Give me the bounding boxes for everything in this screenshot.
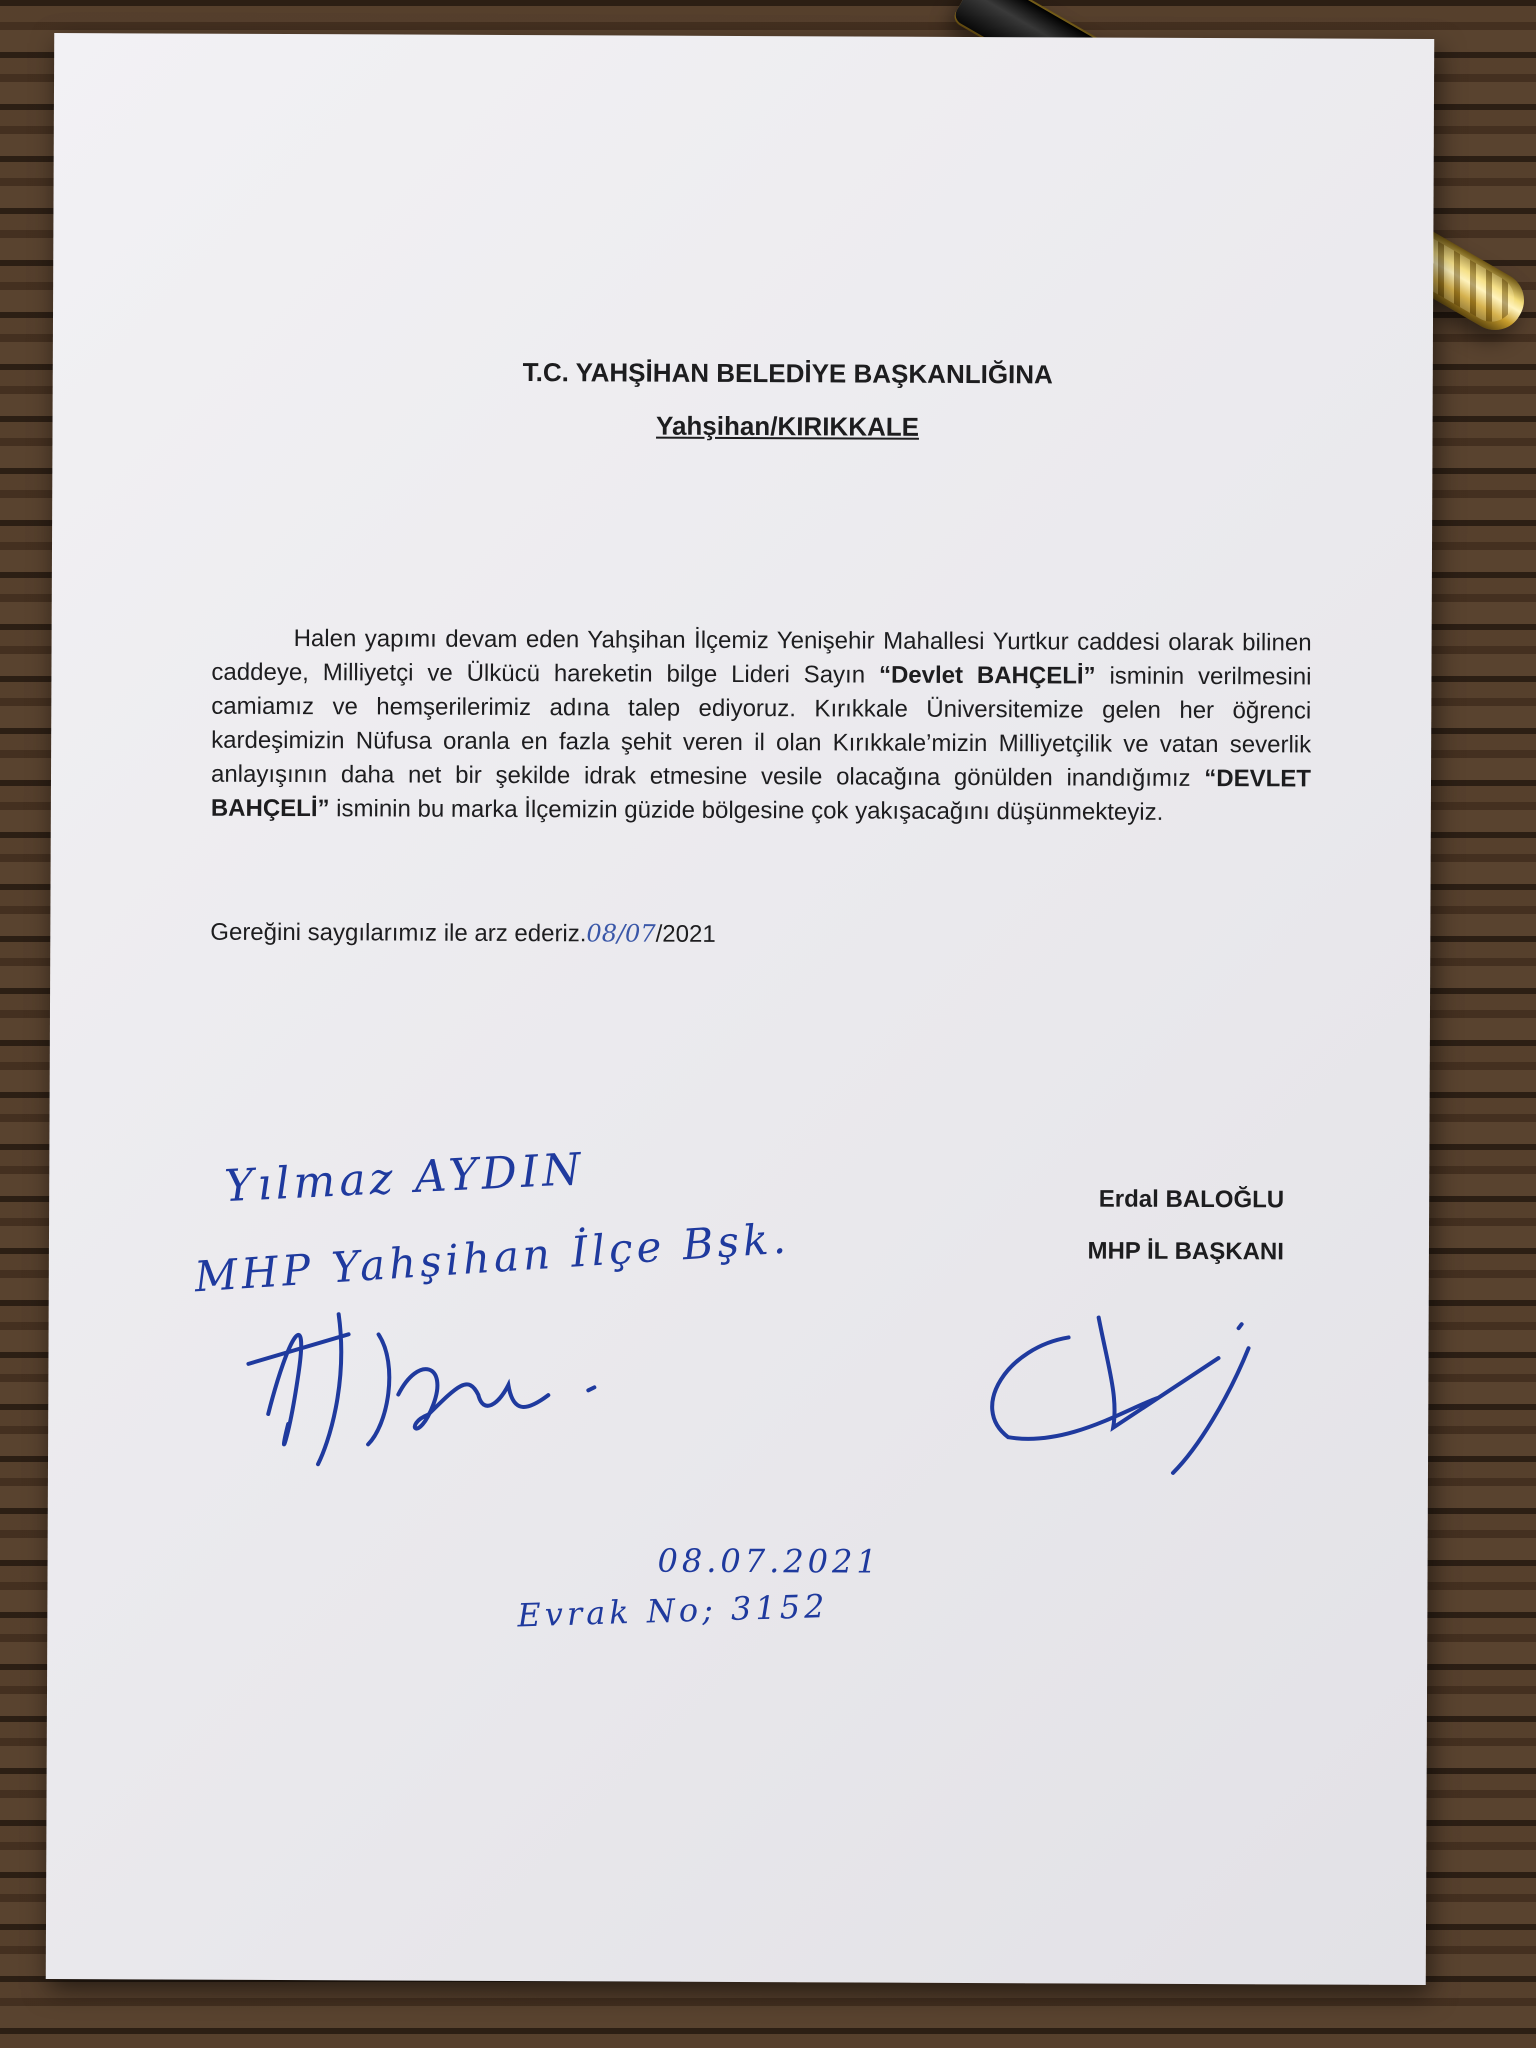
closing-handwritten-date: 08/07 — [586, 919, 656, 948]
body-bold-name-2: “DEVLET BAHÇELİ” — [210, 765, 1312, 823]
handwritten-left-name: Yılmaz AYDIN — [223, 1143, 586, 1213]
handwritten-left-role: MHP Yahşihan İlçe Bşk. — [192, 1213, 792, 1302]
document-title: T.C. YAHŞİHAN BELEDİYE BAŞKANLIĞINA — [522, 357, 1053, 390]
body-text-part-3: isminin bu marka İlçemizin güzide bölgesine çok yakışacağını düşünmekteyiz. — [329, 795, 1164, 826]
handwritten-document-number: Evrak No; 3152 — [516, 1586, 829, 1635]
closing-year: /2021 — [655, 920, 716, 948]
signatory-title: MHP İL BAŞKANI — [1087, 1237, 1285, 1266]
body-paragraph — [211, 622, 1312, 831]
left-signature — [228, 1274, 649, 1476]
document-subtitle: Yahşihan/KIRIKKALE — [656, 410, 920, 442]
closing-line — [210, 918, 715, 949]
closing-text: Gereğini saygılarımız ile arz ederiz. — [210, 918, 587, 948]
handwritten-stamp-date: 08.07.2021 — [657, 1541, 881, 1581]
signatory-name: Erdal BALOĞLU — [1098, 1185, 1285, 1214]
right-signature — [948, 1287, 1289, 1488]
letter-paper — [46, 33, 1434, 1985]
body-bold-name-1: “Devlet BAHÇELİ” — [878, 661, 1096, 690]
body-text-part-1: Halen yapımı devam eden Yahşihan İlçemiz Yenişehir Mahallesi Yurtkur caddesi olarak bilinen caddeye, Milliyetçi ve Ülkücü hareketin bilge Lideri Sayın — [211, 625, 1312, 689]
body-text-part-2: isminin verilmesini camiamız ve hemşerilerimiz adına talep ediyoruz. Kırıkkale Üniversitemize gelen her öğrenci kardeşimizin Nüfusa oranla en fazla şehit veren il olan Kırıkkale’mizin Milliyetçilik ve vatan severlik anlayışının daha net bir şekilde idrak etmesine vesile olacağına gönülden inandığımız — [210, 662, 1312, 793]
